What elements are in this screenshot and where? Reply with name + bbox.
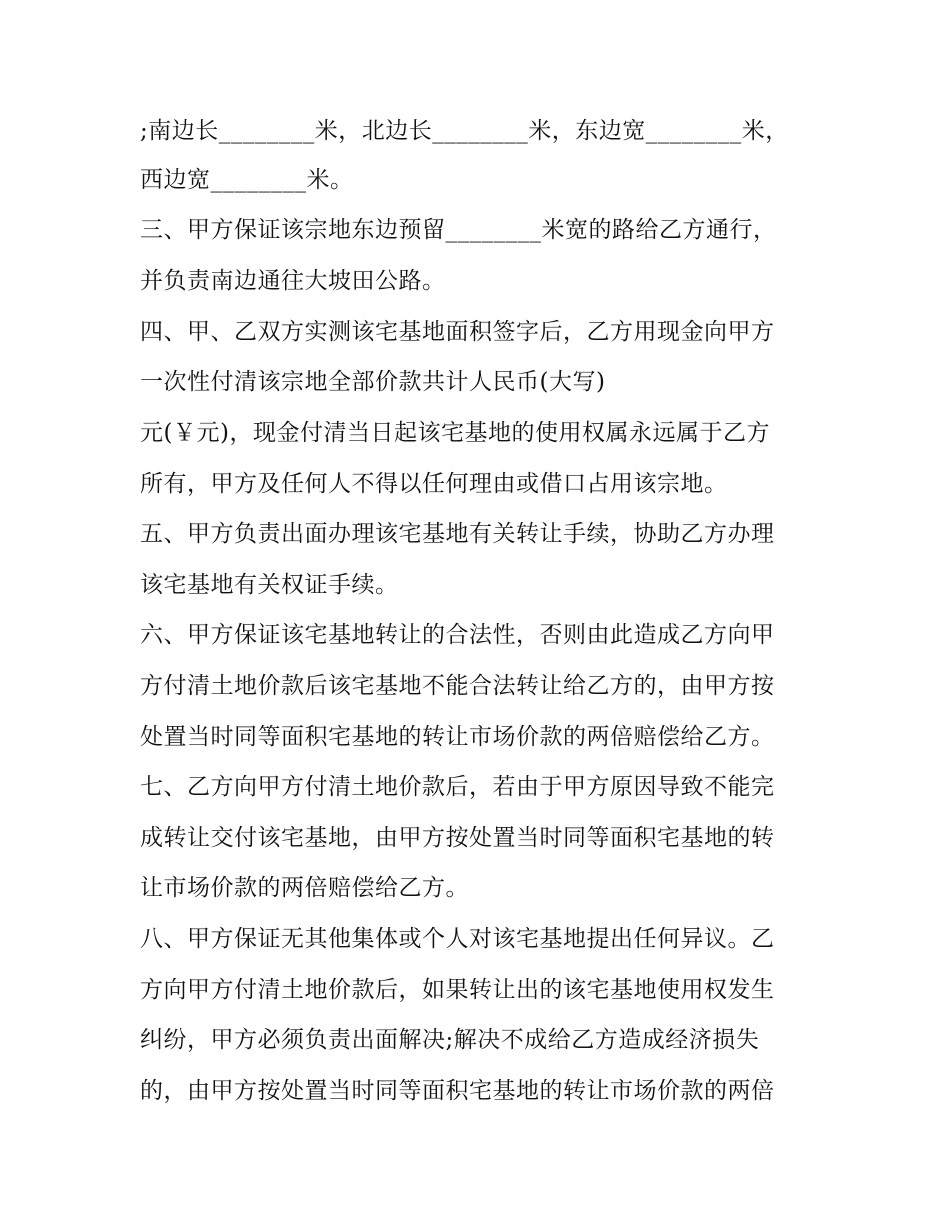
text-line-19: 纠纷，甲方必须负责出面解决;解决不成给乙方造成经济损失 — [140, 1027, 760, 1053]
text-line-18: 方向甲方付清土地价款后，如果转让出的该宅基地使用权发生 — [140, 977, 775, 1003]
text-line-2: 西边宽________米。 — [140, 167, 354, 193]
text-line-10: 该宅基地有关权证手续。 — [140, 572, 399, 598]
text-line-20: 的，由甲方按处置当时同等面积宅基地的转让市场价款的两倍 — [140, 1078, 775, 1104]
text-line-6: 一次性付清该宗地全部价款共计人民币(大写) — [140, 369, 606, 395]
text-line-16: 让市场价款的两倍赔偿给乙方。 — [140, 875, 469, 901]
text-line-14: 七、乙方向甲方付清土地价款后，若由于甲方原因导致不能完 — [140, 774, 775, 800]
text-line-13: 处置当时同等面积宅基地的转让市场价款的两倍赔偿给乙方。 — [140, 724, 775, 750]
text-line-12: 方付清土地价款后该宅基地不能合法转让给乙方的，由甲方按 — [140, 673, 775, 699]
text-line-4: 并负责南边通往大坡田公路。 — [140, 268, 446, 294]
text-line-15: 成转让交付该宅基地，由甲方按处置当时同等面积宅基地的转 — [140, 825, 775, 851]
text-line-11: 六、甲方保证该宅基地转让的合法性，否则由此造成乙方向甲 — [140, 622, 775, 648]
text-line-8: 所有，甲方及任何人不得以任何理由或借口占用该宗地。 — [140, 471, 728, 497]
text-line-5: 四、甲、乙双方实测该宅基地面积签字后，乙方用现金向甲方 — [140, 319, 775, 345]
text-line-9: 五、甲方负责出面办理该宅基地有关转让手续，协助乙方办理 — [140, 521, 775, 547]
text-line-1: ;南边长________米，北边长________米，东边宽________米， — [140, 118, 789, 144]
text-line-17: 八、甲方保证无其他集体或个人对该宅基地提出任何异议。乙 — [140, 926, 775, 952]
text-line-3: 三、甲方保证该宗地东边预留________米宽的路给乙方通行， — [140, 217, 777, 243]
text-line-7: 元(￥元)，现金付清当日起该宅基地的使用权属永远属于乙方 — [140, 420, 770, 446]
